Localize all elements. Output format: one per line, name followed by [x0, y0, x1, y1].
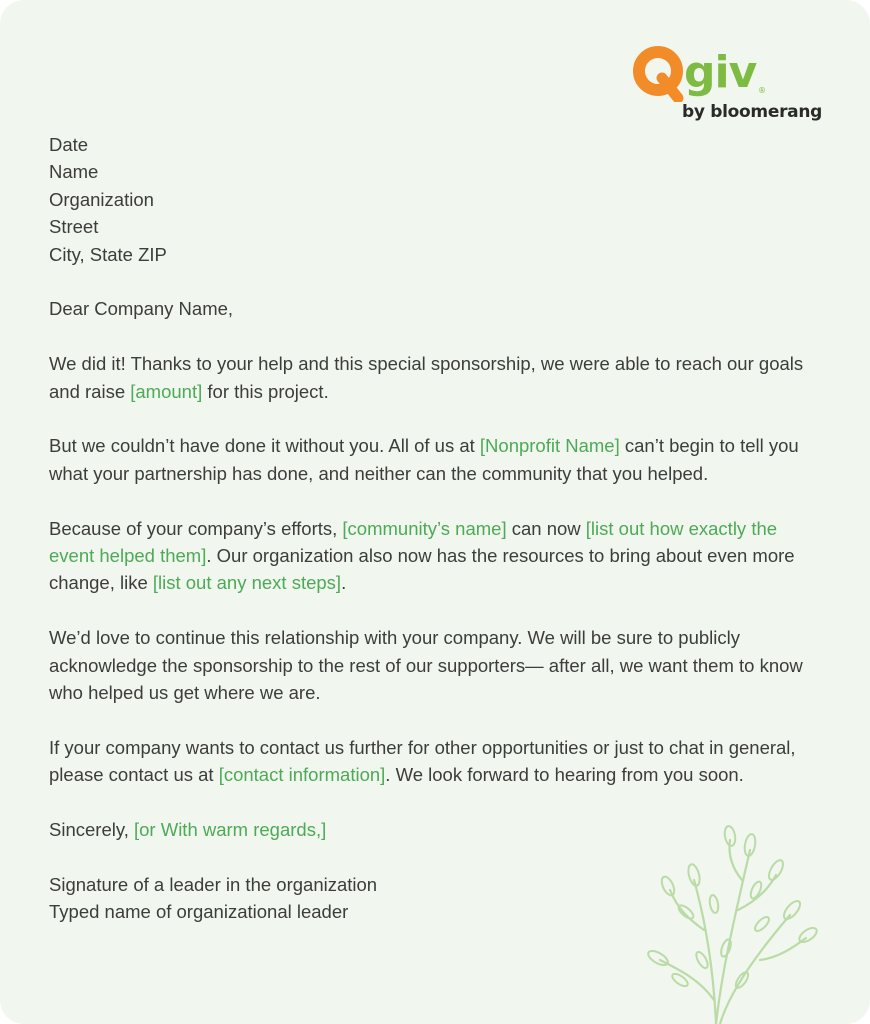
paragraph-1 [49, 350, 809, 405]
paragraph-3-text-end: . [341, 572, 347, 594]
paragraph-3-text: Because of your company’s efforts, [49, 517, 343, 539]
name-line: Name [49, 161, 99, 183]
letter-body [49, 131, 809, 926]
paragraph-1-text: We did it! Thanks to your help and this special sponsorship, we were able to reach our goals and raise [49, 353, 804, 402]
paragraph-3-text-mid: can now [506, 517, 586, 539]
logo-byline: by bloomerang [682, 102, 822, 122]
community-name-placeholder: [community’s name] [342, 517, 507, 539]
address-block [49, 131, 809, 268]
plant-illustration-icon [630, 820, 830, 1024]
paragraph-3 [49, 515, 809, 597]
amount-placeholder: [amount] [130, 380, 203, 402]
next-steps-placeholder: [list out any next steps] [152, 572, 342, 594]
paragraph-2-text-end: can’t begin to tell you what your partnership has done, and neither can the community that you helped. [49, 435, 799, 484]
paragraph-2 [49, 432, 809, 487]
nonprofit-name-placeholder: [Nonprofit Name] [479, 435, 620, 457]
paragraph-5-text-end: . We look forward to hearing from you soon. [385, 764, 744, 786]
date-line: Date [49, 134, 89, 155]
q-logo-icon [632, 44, 688, 102]
paragraph-5 [49, 734, 809, 789]
closing-text: Sincerely, [49, 819, 134, 841]
registered-mark: ® [758, 86, 766, 95]
organization-line: Organization [49, 188, 154, 210]
logo-wordmark: giv [684, 47, 757, 98]
paragraph-1-text-end: for this project. [202, 380, 329, 402]
closing-alternative-placeholder: [or With warm regards,] [134, 819, 327, 841]
paragraph-4: We’d love to continue this relationship with your company. We will be sure to publicly acknowledge the sponsorship to the rest of our supporters— after all, we want them to know who helped us get where we are. [49, 627, 803, 704]
street-line: Street [49, 216, 99, 238]
qgiv-logo [632, 44, 832, 134]
contact-information-placeholder: [contact information] [218, 764, 386, 786]
paragraph-5-text: If your company wants to contact us further for other opportunities or just to chat in general, please contact us at [49, 736, 796, 786]
paragraph-3-text-mid2: . Our organization also now has the resources to bring about even more change, like [49, 545, 795, 594]
city-state-zip-line: City, State ZIP [49, 243, 167, 265]
event-impact-placeholder: [list out how exactly the event helped them] [49, 517, 778, 567]
typed-name-line: Typed name of organizational leader [49, 901, 349, 923]
paragraph-2-text: But we couldn’t have done it without you. All of us at [49, 435, 480, 457]
signature-line: Signature of a leader in the organization [49, 873, 378, 895]
salutation: Dear Company Name, [49, 298, 234, 320]
